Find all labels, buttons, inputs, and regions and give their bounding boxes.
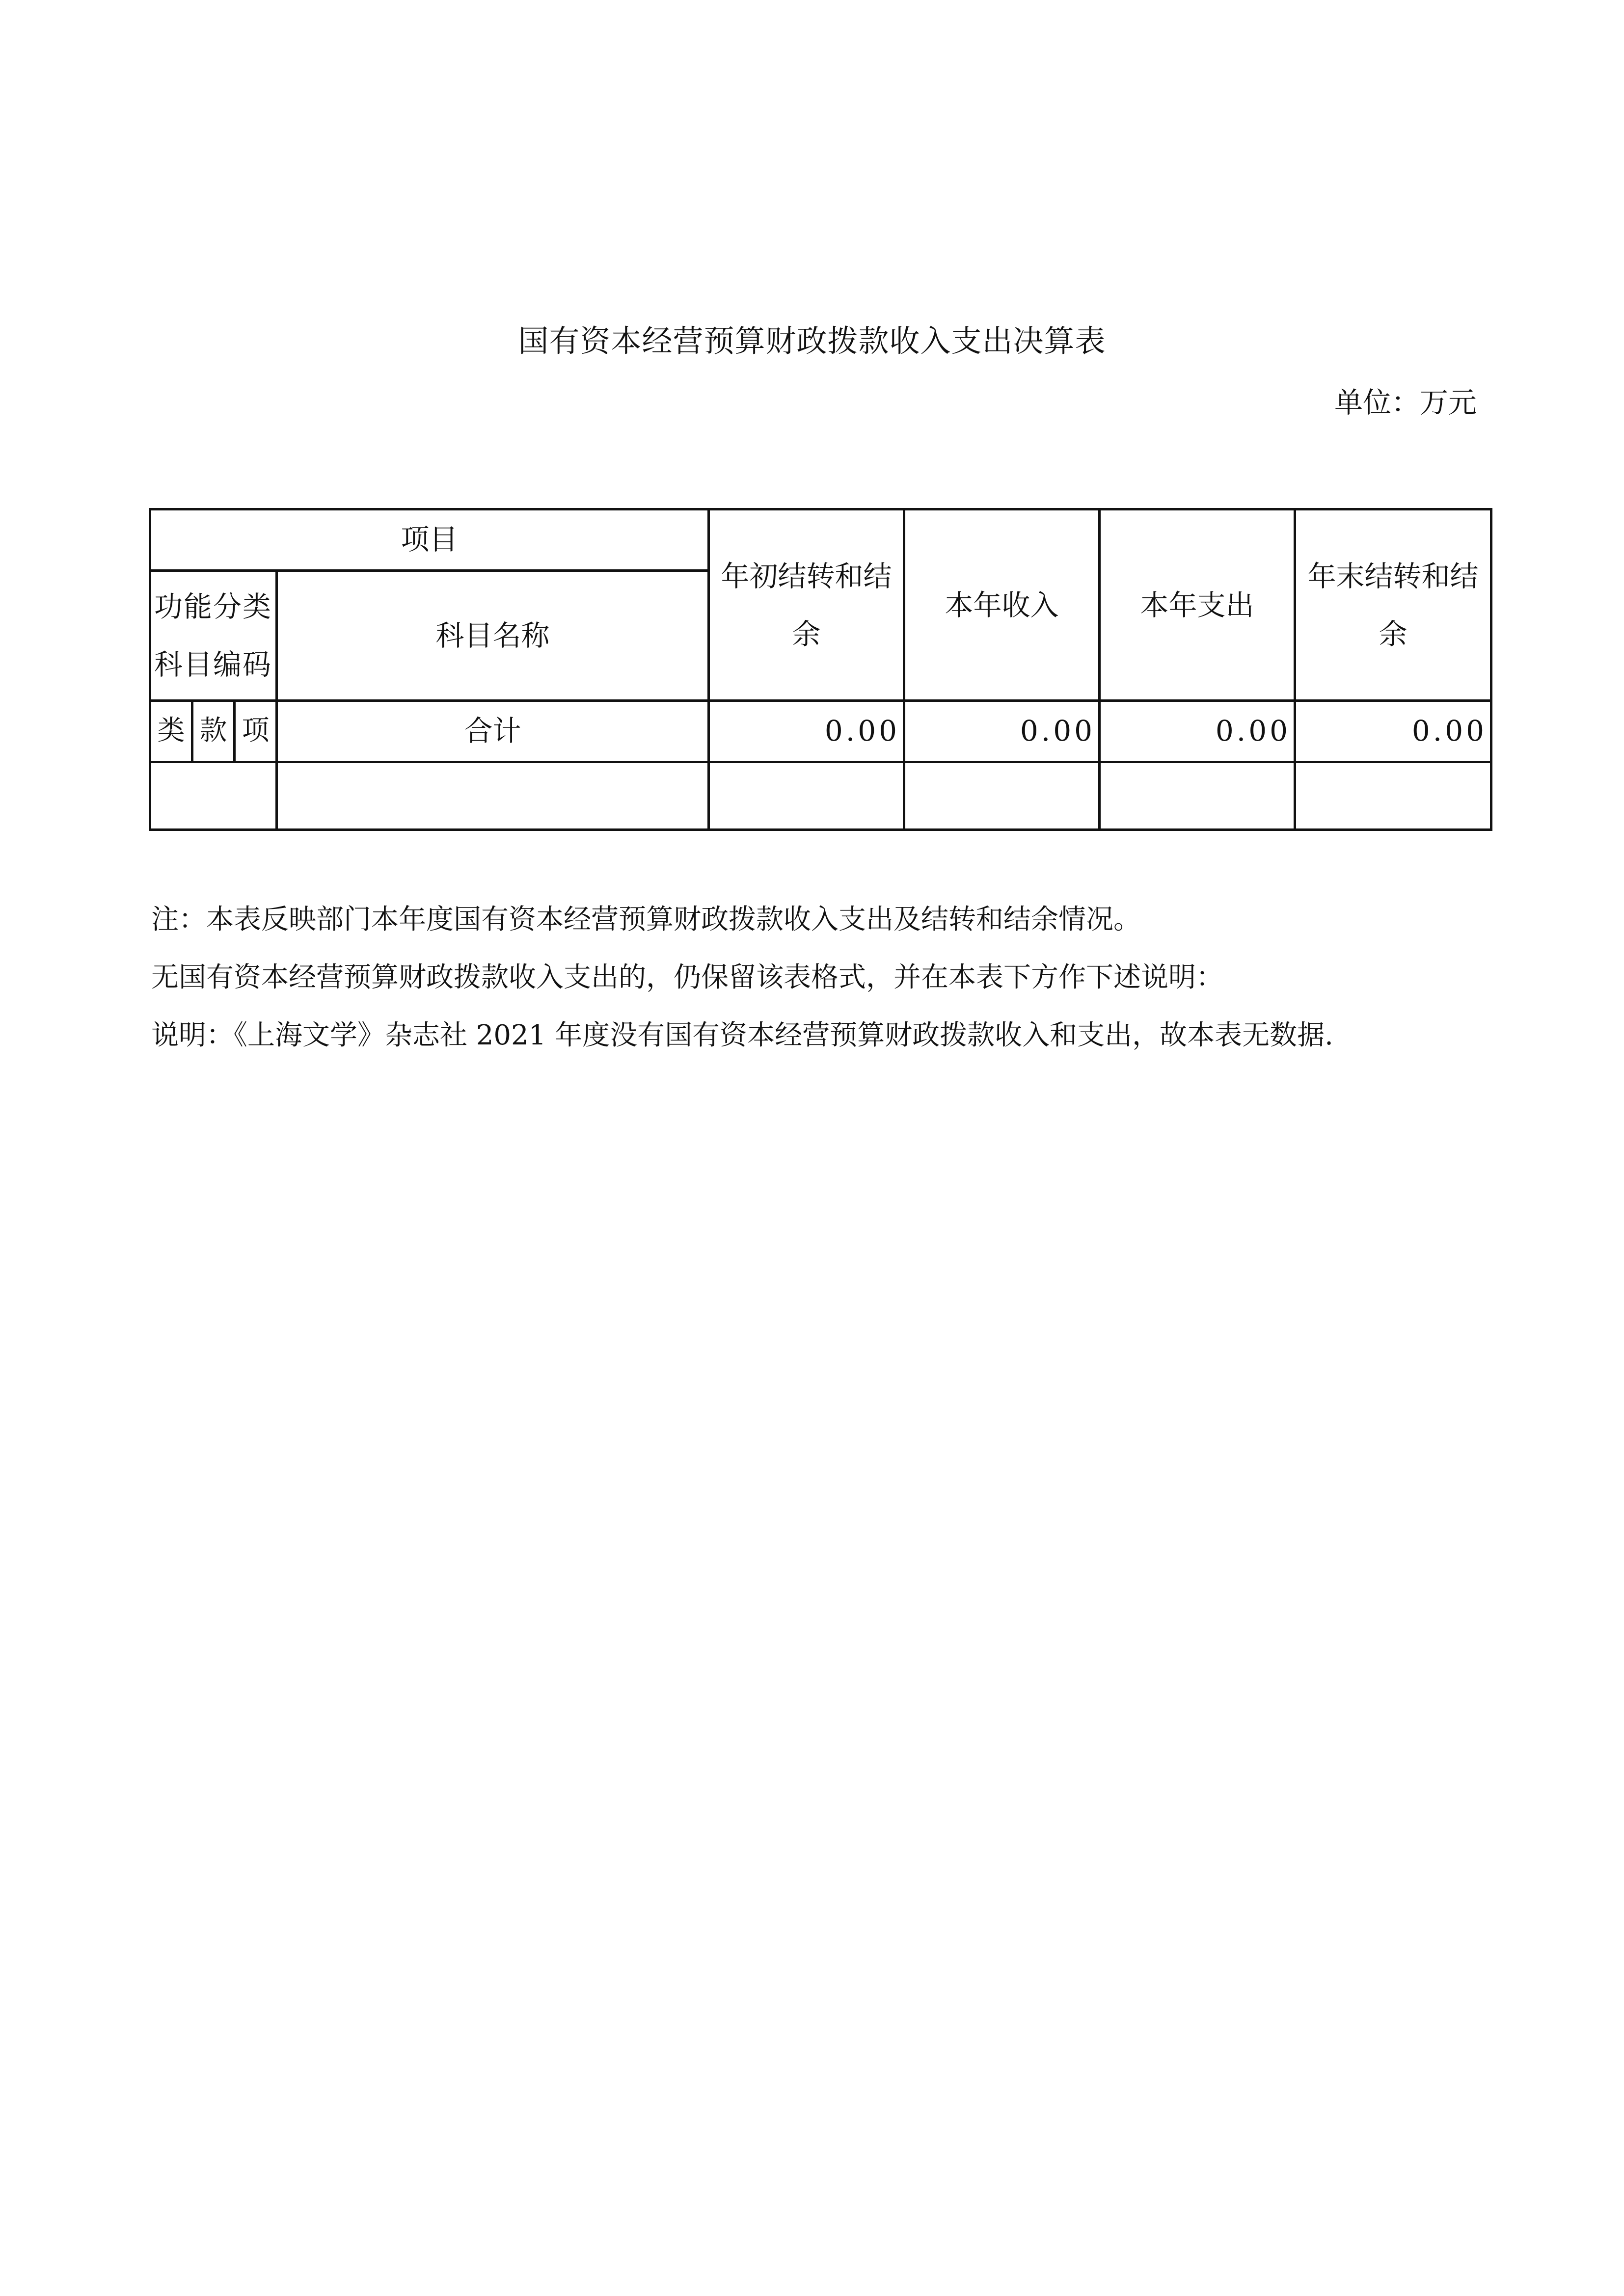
header-code-section: 款 — [192, 701, 235, 762]
empty-expense-cell — [1100, 762, 1295, 830]
note-line: 说明：《上海文学》杂志社 2021 年度没有国有资本经营预算财政拨款收入和支出，故本表无数据. — [151, 1019, 1333, 1051]
header-opening-balance: 年初结转和结余 — [709, 509, 904, 701]
header-current-income: 本年收入 — [904, 509, 1100, 701]
header-func-code: 功能分类科目编码 — [150, 571, 277, 701]
total-current-income: 0.00 — [904, 701, 1100, 762]
budget-table — [149, 508, 1492, 831]
empty-opening-cell — [709, 762, 904, 830]
notes-section — [151, 891, 1501, 1065]
empty-closing-cell — [1295, 762, 1491, 830]
total-closing-balance: 0.00 — [1295, 701, 1491, 762]
total-current-expense: 0.00 — [1100, 701, 1295, 762]
note-line: 注：本表反映部门本年度国有资本经营预算财政拨款收入支出及结转和结余情况。 — [151, 904, 1141, 935]
empty-code-cell — [150, 762, 277, 830]
header-item: 项目 — [150, 509, 709, 571]
header-code-class: 类 — [150, 701, 192, 762]
header-code-item: 项 — [235, 701, 277, 762]
empty-row — [150, 762, 1491, 830]
header-row-1 — [150, 509, 1491, 571]
empty-income-cell — [904, 762, 1100, 830]
note-line: 无国有资本经营预算财政拨款收入支出的，仍保留该表格式，并在本表下方作下述说明： — [151, 961, 1223, 993]
total-opening-balance: 0.00 — [709, 701, 904, 762]
unit-label: 单位：万元 — [1334, 386, 1477, 419]
header-closing-balance: 年末结转和结余 — [1295, 509, 1491, 701]
report-title: 国有资本经营预算财政拨款收入支出决算表 — [518, 323, 1106, 359]
total-label: 合计 — [277, 701, 709, 762]
header-subject-name: 科目名称 — [277, 571, 709, 701]
header-current-expense: 本年支出 — [1100, 509, 1295, 701]
empty-name-cell — [277, 762, 709, 830]
total-row — [150, 701, 1491, 762]
